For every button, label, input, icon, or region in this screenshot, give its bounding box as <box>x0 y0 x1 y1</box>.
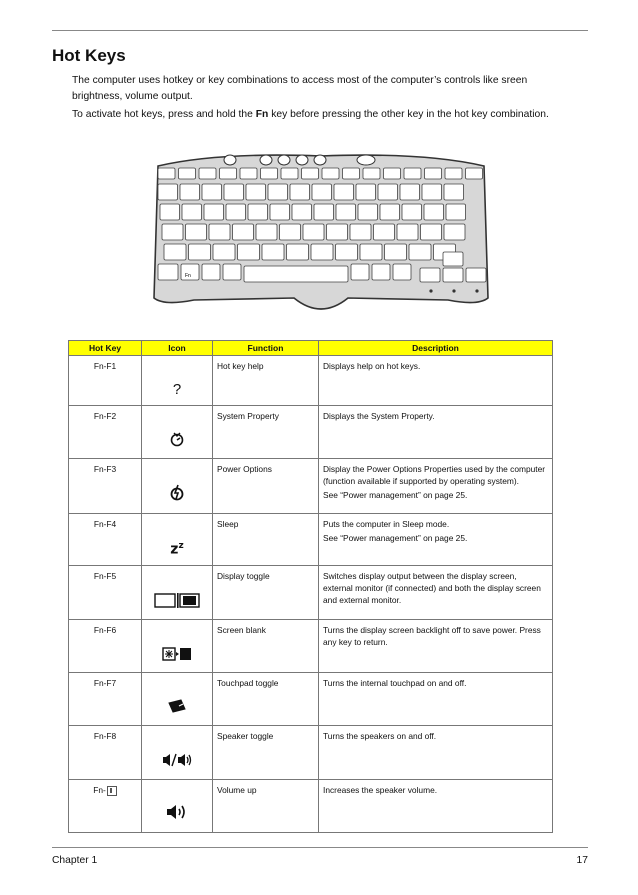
function-cell: Hot key help <box>213 356 319 406</box>
footer-chapter: Chapter 1 <box>52 855 98 866</box>
keyboard-fn-label: Fn <box>185 273 191 279</box>
keyboard-key <box>209 224 230 240</box>
keyboard-key <box>360 244 382 260</box>
keyboard-key <box>189 244 211 260</box>
keyboard-key <box>292 204 312 220</box>
keyboard-key <box>397 224 418 240</box>
keyboard-key <box>204 204 224 220</box>
description-cell <box>319 726 553 780</box>
function-key <box>158 168 175 179</box>
description-cell <box>319 673 553 726</box>
keyboard-key <box>280 224 301 240</box>
keyboard-key <box>385 244 407 260</box>
header-function: Function <box>213 341 319 356</box>
icon-cell <box>142 620 213 673</box>
footer-page-number: 17 <box>576 855 588 866</box>
keyboard-key <box>372 264 390 280</box>
function-cell: Display toggle <box>213 566 319 620</box>
up-key-icon <box>107 786 117 796</box>
function-key <box>179 168 196 179</box>
function-cell: System Property <box>213 406 319 459</box>
sleep-z: z <box>170 542 179 558</box>
activate-text-after: key before pressing the other key in the hot key combination. <box>268 109 549 120</box>
keyboard-key <box>268 184 288 200</box>
volume-up-icon <box>166 803 188 821</box>
keyboard-key <box>162 224 183 240</box>
keyboard-key <box>409 244 431 260</box>
hotkey-prefix: Fn- <box>93 785 106 795</box>
function-key <box>363 168 380 179</box>
table-header-row <box>69 341 553 356</box>
hotkey-cell: Fn-F6 <box>69 620 142 673</box>
sleep-z-sup: z <box>178 541 184 552</box>
hotkey-cell: Fn-F1 <box>69 356 142 406</box>
keyboard-key <box>378 184 398 200</box>
table-row <box>69 566 553 620</box>
sleep-icon <box>170 540 183 556</box>
hotkey-cell: Fn-F7 <box>69 673 142 726</box>
keyboard-key <box>350 224 371 240</box>
description-cell <box>319 406 553 459</box>
arrow-key <box>443 268 463 282</box>
function-key <box>281 168 298 179</box>
description-cell <box>319 620 553 673</box>
clock-icon <box>169 431 185 447</box>
function-key <box>466 168 483 179</box>
function-key <box>199 168 216 179</box>
keyboard-key <box>374 224 395 240</box>
keyboard-key <box>202 184 222 200</box>
function-key <box>220 168 237 179</box>
arrow-key <box>466 268 486 282</box>
keyboard-key <box>311 244 333 260</box>
keyboard-key <box>223 264 241 280</box>
keyboard-key <box>312 184 332 200</box>
keyboard-illustration <box>148 148 494 320</box>
spacebar-key <box>244 266 348 282</box>
table-row <box>69 459 553 514</box>
keyboard-key <box>238 244 260 260</box>
keyboard-key <box>270 204 290 220</box>
speaker-toggle-icon <box>162 752 192 768</box>
keyboard-key <box>314 204 334 220</box>
arrow-key <box>420 268 440 282</box>
icon-cell <box>142 566 213 620</box>
description-line: Turns the display screen backlight off to save power. Press any key to return. <box>323 625 541 647</box>
keyboard-key <box>160 204 180 220</box>
screen-blank-icon <box>162 647 192 661</box>
function-cell: Screen blank <box>213 620 319 673</box>
keyboard-key <box>356 184 376 200</box>
hotkey-cell <box>69 780 142 833</box>
table-row <box>69 726 553 780</box>
question-icon: ? <box>172 381 182 398</box>
function-key <box>302 168 319 179</box>
function-cell: Speaker toggle <box>213 726 319 780</box>
function-key <box>425 168 442 179</box>
hotkey-cell: Fn-F4 <box>69 514 142 566</box>
keyboard-key <box>224 184 244 200</box>
header-description: Description <box>319 341 553 356</box>
keyboard-key <box>444 224 465 240</box>
icon-cell <box>142 673 213 726</box>
keyboard-key <box>400 184 420 200</box>
function-cell: Power Options <box>213 459 319 514</box>
display-toggle-icon <box>154 592 200 608</box>
keyboard-key <box>290 184 310 200</box>
icon-cell <box>142 406 213 459</box>
keyboard-key <box>213 244 235 260</box>
keyboard-key <box>186 224 207 240</box>
keyboard-key <box>424 204 444 220</box>
touchpad-icon <box>166 698 188 714</box>
hotkey-cell: Fn-F5 <box>69 566 142 620</box>
function-cell: Volume up <box>213 780 319 833</box>
description-line: Display the Power Options Properties used by the computer (function available if supported by operating system). <box>323 464 546 486</box>
keyboard-key <box>351 264 369 280</box>
keyboard-key <box>336 204 356 220</box>
intro-paragraph: The computer uses hotkey or key combinations to access most of the computer’s controls like sreen brightness, volume output. <box>72 75 528 102</box>
keyboard-key <box>182 204 202 220</box>
footer-rule <box>52 847 588 848</box>
function-key <box>384 168 401 179</box>
keyboard-key <box>256 224 277 240</box>
keyboard-key <box>262 244 284 260</box>
activate-text-before: To activate hot keys, press and hold the <box>72 109 256 120</box>
keyboard-key <box>421 224 442 240</box>
keyboard-key <box>336 244 358 260</box>
hot-keys-table <box>68 340 553 833</box>
function-key <box>261 168 278 179</box>
function-key <box>445 168 462 179</box>
description-line: See “Power management” on page 25. <box>323 490 468 500</box>
description-line: Switches display output between the display screen, external monitor (if connected) and both the display screen and external monitor. <box>323 571 541 605</box>
fn-key-name: Fn <box>255 109 269 120</box>
hotkey-cell: Fn-F3 <box>69 459 142 514</box>
table-row <box>69 356 553 406</box>
description-line: Turns the speakers on and off. <box>323 731 437 741</box>
keyboard-key <box>422 184 442 200</box>
keyboard-key <box>233 224 254 240</box>
keyboard-key <box>446 204 466 220</box>
header-hot-key: Hot Key <box>69 341 142 356</box>
description-cell <box>319 459 553 514</box>
keyboard-fn-key <box>185 273 191 279</box>
header-rule <box>52 30 588 31</box>
keyboard-key <box>393 264 411 280</box>
keyboard-key <box>334 184 354 200</box>
power-options-icon <box>169 484 185 502</box>
header-icon: Icon <box>142 341 213 356</box>
function-key <box>240 168 257 179</box>
keyboard-key <box>248 204 268 220</box>
table-row <box>69 620 553 673</box>
keyboard-key <box>158 264 178 280</box>
keyboard-key <box>303 224 324 240</box>
hotkey-cell: Fn-F8 <box>69 726 142 780</box>
keyboard-key <box>202 264 220 280</box>
keyboard-key <box>158 184 178 200</box>
icon-cell <box>142 780 213 833</box>
keyboard-key <box>380 204 400 220</box>
icon-cell <box>142 514 213 566</box>
description-cell <box>319 356 553 406</box>
function-key <box>343 168 360 179</box>
icon-cell <box>142 356 213 406</box>
description-cell <box>319 780 553 833</box>
description-cell <box>319 514 553 566</box>
keyboard-key <box>226 204 246 220</box>
description-line: Turns the internal touchpad on and off. <box>323 678 467 688</box>
function-key <box>404 168 421 179</box>
keyboard-key <box>287 244 309 260</box>
keyboard-key <box>444 184 464 200</box>
description-cell <box>319 566 553 620</box>
function-key <box>322 168 339 179</box>
keyboard-key <box>327 224 348 240</box>
description-line: Displays help on hot keys. <box>323 361 421 371</box>
table-row <box>69 406 553 459</box>
keyboard-key <box>246 184 266 200</box>
function-cell: Touchpad toggle <box>213 673 319 726</box>
table-row <box>69 780 553 833</box>
keyboard-key <box>164 244 186 260</box>
keyboard-key <box>358 204 378 220</box>
page-title: Hot Keys <box>52 46 126 65</box>
icon-cell <box>142 726 213 780</box>
hotkey-cell: Fn-F2 <box>69 406 142 459</box>
description-line: Puts the computer in Sleep mode. <box>323 519 450 529</box>
description-line: Increases the speaker volume. <box>323 785 438 795</box>
keyboard-key <box>402 204 422 220</box>
function-cell: Sleep <box>213 514 319 566</box>
icon-cell <box>142 459 213 514</box>
description-line: Displays the System Property. <box>323 411 435 421</box>
arrow-key <box>443 252 463 266</box>
keyboard-key <box>180 184 200 200</box>
activate-paragraph <box>72 107 592 122</box>
table-row <box>69 673 553 726</box>
description-line: See “Power management” on page 25. <box>323 533 468 543</box>
table-row <box>69 514 553 566</box>
